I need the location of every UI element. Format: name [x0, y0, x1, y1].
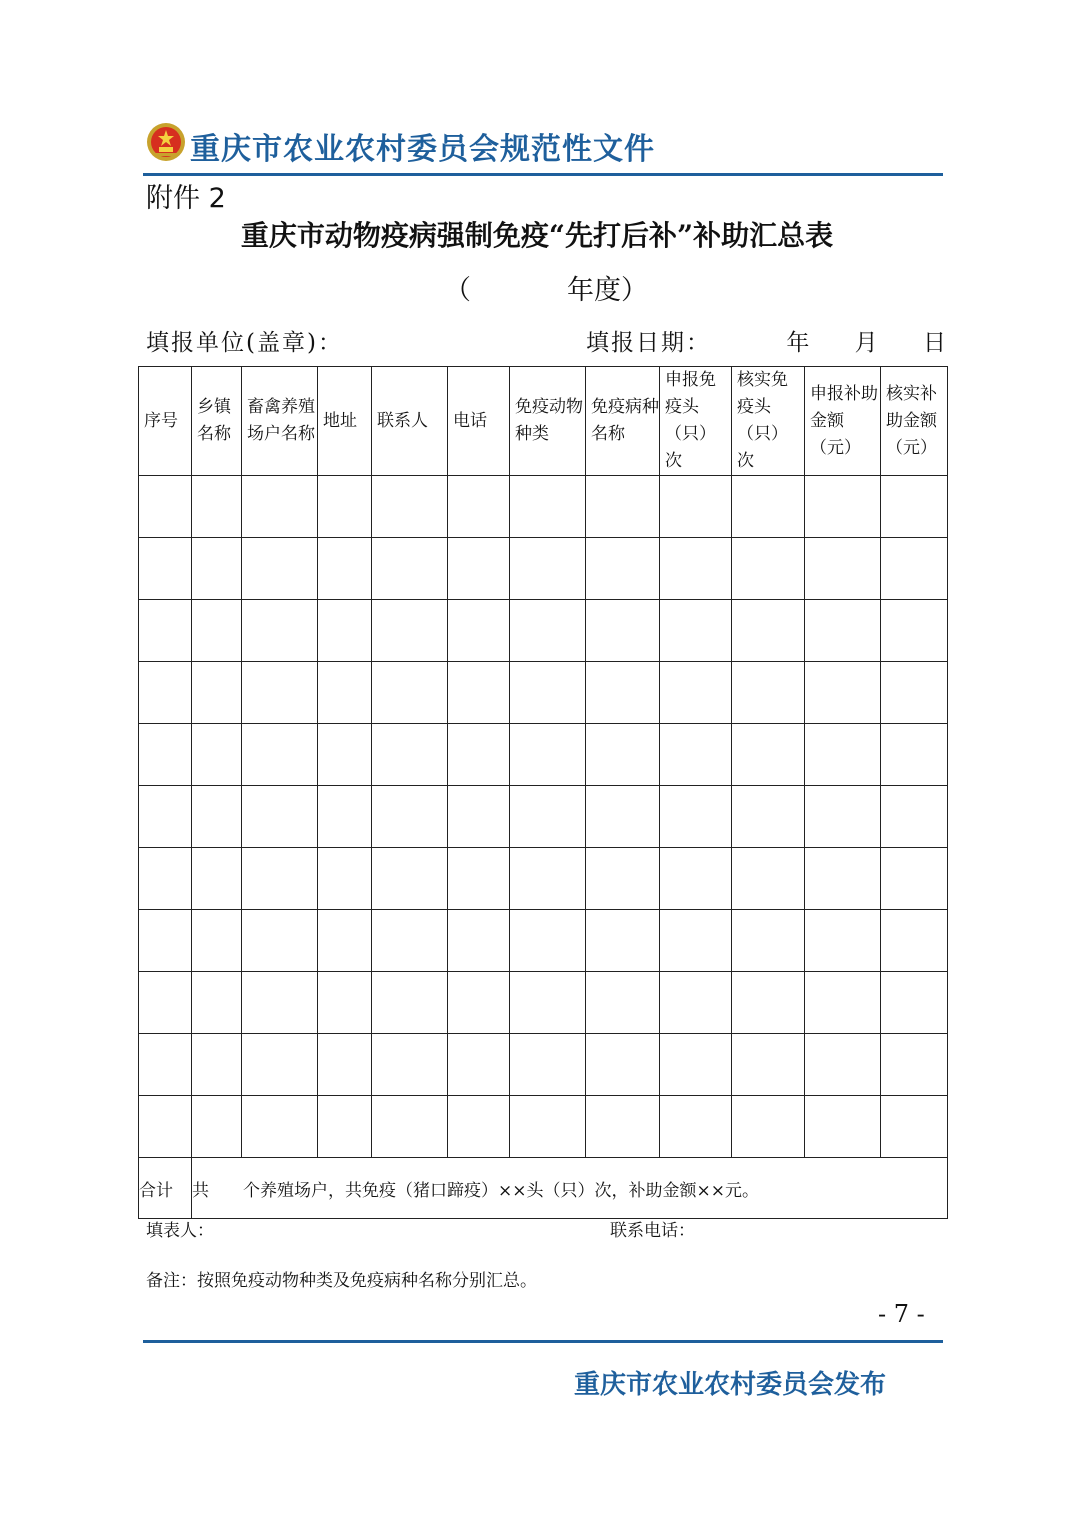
table-cell	[192, 910, 242, 972]
table-cell	[732, 476, 805, 538]
table-cell	[586, 1096, 660, 1158]
table-cell	[586, 848, 660, 910]
total-label: 合计	[139, 1158, 192, 1219]
table-cell	[660, 972, 732, 1034]
date-month: 月	[854, 330, 880, 356]
table-cell	[586, 476, 660, 538]
table-cell	[448, 538, 510, 600]
table-cell	[318, 600, 372, 662]
table-cell	[510, 662, 586, 724]
col-header: 序号	[139, 367, 192, 476]
table-cell	[318, 724, 372, 786]
table-cell	[139, 538, 192, 600]
col-header: 畜禽养殖场户名称	[242, 367, 318, 476]
table-cell	[805, 538, 881, 600]
reporting-unit-label: 填报单位(盖章)：	[146, 330, 343, 356]
table-cell	[881, 848, 948, 910]
table-cell	[372, 538, 448, 600]
table-cell	[586, 910, 660, 972]
table-cell	[139, 848, 192, 910]
table-cell	[732, 786, 805, 848]
table-cell	[732, 538, 805, 600]
col-header: 免疫动物种类	[510, 367, 586, 476]
table-cell	[732, 910, 805, 972]
table-cell	[660, 786, 732, 848]
table-cell	[318, 848, 372, 910]
table-cell	[881, 1096, 948, 1158]
table-cell	[192, 1034, 242, 1096]
table-row	[139, 476, 948, 538]
table-cell	[372, 724, 448, 786]
table-cell	[242, 1096, 318, 1158]
table-body	[139, 476, 948, 1219]
table-cell	[881, 662, 948, 724]
table-cell	[660, 910, 732, 972]
table-cell	[586, 600, 660, 662]
total-row	[139, 1158, 948, 1219]
table-cell	[660, 538, 732, 600]
table-cell	[660, 848, 732, 910]
table-cell	[242, 972, 318, 1034]
table-cell	[372, 972, 448, 1034]
national-emblem-icon	[146, 122, 186, 162]
table-cell	[805, 662, 881, 724]
table-cell	[881, 1034, 948, 1096]
summary-table	[138, 366, 948, 1219]
table-cell	[660, 662, 732, 724]
table-cell	[448, 910, 510, 972]
document-title: 重庆市动物疫病强制免疫“先打后补”补助汇总表	[240, 219, 834, 252]
col-header: 乡镇名称	[192, 367, 242, 476]
table-cell	[448, 476, 510, 538]
col-header: 地址	[318, 367, 372, 476]
table-cell	[192, 972, 242, 1034]
table-cell	[372, 786, 448, 848]
date-day: 日	[922, 330, 948, 356]
table-cell	[242, 848, 318, 910]
table-cell	[586, 538, 660, 600]
table-cell	[881, 538, 948, 600]
table-cell	[881, 724, 948, 786]
table-cell	[372, 910, 448, 972]
table-cell	[805, 910, 881, 972]
table-cell	[881, 600, 948, 662]
table-cell	[318, 538, 372, 600]
table-cell	[881, 476, 948, 538]
col-header: 申报免疫头（只）次	[660, 367, 732, 476]
table-cell	[318, 786, 372, 848]
table-cell	[372, 1096, 448, 1158]
table-cell	[660, 476, 732, 538]
table-cell	[242, 724, 318, 786]
table-cell	[881, 972, 948, 1034]
table-cell	[318, 1096, 372, 1158]
table-cell	[586, 786, 660, 848]
table-cell	[881, 910, 948, 972]
table-cell	[510, 910, 586, 972]
table-cell	[805, 1034, 881, 1096]
table-cell	[448, 848, 510, 910]
table-cell	[242, 910, 318, 972]
table-cell	[881, 786, 948, 848]
reporting-date	[586, 324, 948, 357]
publisher-label: 重庆市农业农村委员会发布	[574, 1370, 887, 1400]
table-cell	[318, 662, 372, 724]
table-cell	[732, 600, 805, 662]
attachment-label: 附件 2	[146, 183, 226, 214]
table-cell	[192, 662, 242, 724]
date-label: 填报日期：	[586, 330, 711, 356]
table-cell	[192, 476, 242, 538]
table-cell	[805, 476, 881, 538]
table-cell	[732, 1034, 805, 1096]
table-cell	[192, 786, 242, 848]
table-cell	[510, 972, 586, 1034]
year-open-paren: （	[444, 275, 471, 306]
table-cell	[242, 786, 318, 848]
table-cell	[586, 724, 660, 786]
table-cell	[510, 724, 586, 786]
footer-rule	[143, 1340, 943, 1343]
table-cell	[242, 538, 318, 600]
table-cell	[510, 1096, 586, 1158]
table-row	[139, 786, 948, 848]
table-cell	[139, 476, 192, 538]
table-cell	[192, 538, 242, 600]
table-cell	[510, 476, 586, 538]
col-header: 核实补助金额（元）	[881, 367, 948, 476]
table-cell	[372, 848, 448, 910]
table-row	[139, 910, 948, 972]
col-header: 联系人	[372, 367, 448, 476]
table-cell	[139, 972, 192, 1034]
remarks-note: 备注：按照免疫动物种类及免疫病种名称分别汇总。	[146, 1271, 537, 1291]
page-number: - 7 -	[878, 1300, 925, 1328]
table-cell	[242, 662, 318, 724]
table-cell	[318, 476, 372, 538]
table-cell	[192, 848, 242, 910]
table-cell	[139, 786, 192, 848]
table-cell	[318, 972, 372, 1034]
table-cell	[448, 1034, 510, 1096]
table-cell	[139, 724, 192, 786]
table-cell	[318, 910, 372, 972]
year-label: 年度）	[567, 275, 648, 306]
table-cell	[242, 476, 318, 538]
table-cell	[805, 972, 881, 1034]
table-cell	[242, 1034, 318, 1096]
table-cell	[139, 600, 192, 662]
table-cell	[805, 786, 881, 848]
table-cell	[732, 724, 805, 786]
table-cell	[586, 1034, 660, 1096]
table-cell	[448, 1096, 510, 1158]
table-cell	[448, 724, 510, 786]
table-cell	[448, 662, 510, 724]
table-cell	[139, 1096, 192, 1158]
table-cell	[805, 848, 881, 910]
table-cell	[660, 600, 732, 662]
header-title: 重庆市农业农村委员会规范性文件	[190, 132, 655, 167]
table-cell	[805, 1096, 881, 1158]
table-cell	[805, 724, 881, 786]
document-header	[146, 118, 944, 178]
table-cell	[660, 724, 732, 786]
table-cell	[372, 1034, 448, 1096]
table-cell	[448, 600, 510, 662]
table-row	[139, 600, 948, 662]
col-header: 核实免疫头（只）次	[732, 367, 805, 476]
table-row	[139, 724, 948, 786]
table-header-row	[139, 367, 948, 476]
table-cell	[805, 600, 881, 662]
table-cell	[448, 786, 510, 848]
table-cell	[510, 786, 586, 848]
table-cell	[510, 1034, 586, 1096]
table-row	[139, 1034, 948, 1096]
table-row	[139, 972, 948, 1034]
table-cell	[732, 972, 805, 1034]
year-line	[444, 268, 648, 307]
table-row	[139, 538, 948, 600]
table-cell	[372, 662, 448, 724]
table-cell	[139, 910, 192, 972]
contact-phone-label: 联系电话：	[610, 1221, 695, 1241]
table-cell	[660, 1096, 732, 1158]
table-cell	[732, 848, 805, 910]
table-cell	[510, 600, 586, 662]
table-cell	[372, 476, 448, 538]
total-text: 共 个养殖场户，共免疫（猪口蹄疫）××头（只）次，补助金额××元。	[192, 1158, 948, 1219]
table-cell	[660, 1034, 732, 1096]
table-cell	[318, 1034, 372, 1096]
table-row	[139, 848, 948, 910]
col-header: 申报补助金额（元）	[805, 367, 881, 476]
table-cell	[139, 1034, 192, 1096]
table-cell	[448, 972, 510, 1034]
table-cell	[510, 848, 586, 910]
col-header: 电话	[448, 367, 510, 476]
table-cell	[586, 662, 660, 724]
table-cell	[510, 538, 586, 600]
table-cell	[372, 600, 448, 662]
table-cell	[242, 600, 318, 662]
date-year: 年	[786, 330, 812, 356]
table-cell	[732, 662, 805, 724]
table-cell	[192, 1096, 242, 1158]
table-row	[139, 662, 948, 724]
table-cell	[192, 724, 242, 786]
table-cell	[586, 972, 660, 1034]
table-cell	[139, 662, 192, 724]
table-row	[139, 1096, 948, 1158]
col-header: 免疫病种名称	[586, 367, 660, 476]
table-cell	[192, 600, 242, 662]
filler-label: 填表人：	[146, 1221, 214, 1241]
header-rule	[143, 173, 943, 176]
table-cell	[732, 1096, 805, 1158]
